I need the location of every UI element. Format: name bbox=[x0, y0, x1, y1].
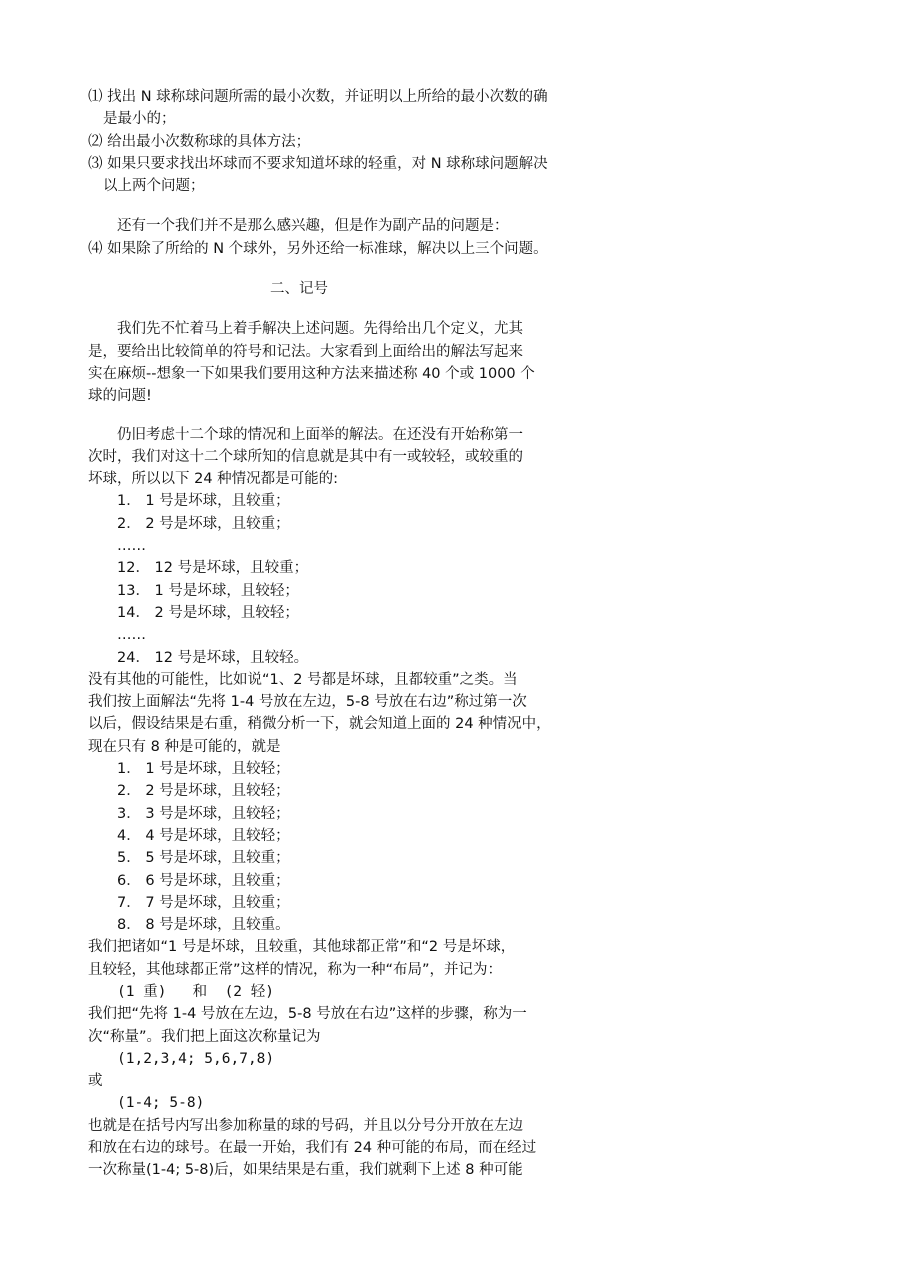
list1-item: 13． 1 号是坏球，且较轻； bbox=[117, 582, 299, 599]
para6-line: 一次称量(1-4; 5-8)后，如果结果是右重，我们就剩下上述 8 种可能 bbox=[88, 1162, 523, 1179]
list2-item: 6． 6 号是坏球，且较重； bbox=[117, 872, 290, 889]
list2-item: 8． 8 号是坏球，且较重。 bbox=[117, 917, 290, 934]
list1-ellipsis: …… bbox=[117, 627, 146, 644]
list2-item: 2． 2 号是坏球，且较轻； bbox=[117, 783, 290, 800]
para6-line: 也就是在括号内写出参加称量的球的号码，并且以分号分开放在左边 bbox=[88, 1117, 523, 1134]
list1-item: 12． 12 号是坏球，且较重； bbox=[117, 560, 309, 577]
para3-line: 以后，假设结果是右重，稍微分析一下，就会知道上面的 24 种情况中， bbox=[88, 716, 551, 733]
list1-item: 14． 2 号是坏球，且较轻； bbox=[117, 604, 299, 621]
para2-line: 次时，我们对这十二个球所知的信息就是其中有一或较轻，或较重的 bbox=[88, 448, 523, 465]
question-2: ⑵ 给出最小次数称球的具体方法； bbox=[88, 133, 311, 150]
list2-item: 4． 4 号是坏球，且较轻； bbox=[117, 827, 290, 844]
para6-line: 和放在右边的球号。在最一开始，我们有 24 种可能的布局，而在经过 bbox=[88, 1140, 537, 1157]
question-3: ⑶ 如果只要求找出坏球而不要求知道坏球的轻重，对 N 球称球问题解决 bbox=[88, 155, 548, 172]
question-1-cont: 是最小的； bbox=[103, 111, 176, 128]
extra-intro: 还有一个我们并不是那么感兴趣，但是作为副产品的问题是： bbox=[117, 218, 509, 235]
weighing-notation-short: (1-4; 5-8) bbox=[117, 1095, 205, 1112]
para1-line: 我们先不忙着马上着手解决上述问题。先得给出几个定义，尤其 bbox=[117, 321, 523, 338]
list1-item: 1． 1 号是坏球，且较重； bbox=[117, 493, 290, 510]
para2-line: 仍旧考虑十二个球的情况和上面举的解法。在还没有开始称第一 bbox=[117, 426, 523, 443]
weighing-notation: (1,2,3,4; 5,6,7,8) bbox=[117, 1050, 275, 1067]
para3-line: 没有其他的可能性，比如说“1、2 号都是坏球，且都较重”之类。当 bbox=[88, 671, 518, 688]
para1-line: 实在麻烦--想象一下如果我们要用这种方法来描述称 40 个或 1000 个 bbox=[88, 365, 535, 382]
para4-line: 我们把诸如“1 号是坏球，且较重，其他球都正常”和“2 号是坏球， bbox=[88, 939, 516, 956]
list2-item: 1． 1 号是坏球，且较轻； bbox=[117, 761, 290, 778]
list2-item: 7． 7 号是坏球，且较重； bbox=[117, 894, 290, 911]
list1-ellipsis: …… bbox=[117, 538, 146, 555]
question-3-cont: 以上两个问题； bbox=[103, 178, 205, 195]
para4-line: 且较轻，其他球都正常”这样的情况，称为一种“布局”，并记为： bbox=[88, 961, 503, 978]
or-word: 或 bbox=[88, 1073, 103, 1090]
layout-notation: (1 重) 和 (2 轻) bbox=[117, 983, 274, 1000]
para5-line: 我们把“先将 1-4 号放在左边，5-8 号放在右边”这样的步骤，称为一 bbox=[88, 1006, 527, 1023]
para5-line: 次“称量”。我们把上面这次称量记为 bbox=[88, 1028, 321, 1045]
list1-item: 2． 2 号是坏球，且较重； bbox=[117, 515, 290, 532]
section-title: 二、记号 bbox=[270, 281, 328, 298]
list2-item: 3． 3 号是坏球，且较轻； bbox=[117, 805, 290, 822]
para1-line: 是，要给出比较简单的符号和记法。大家看到上面给出的解法写起来 bbox=[88, 343, 523, 360]
para3-line: 我们按上面解法“先将 1-4 号放在左边，5-8 号放在右边”称过第一次 bbox=[88, 694, 527, 711]
para3-line: 现在只有 8 种是可能的，就是 bbox=[88, 738, 281, 755]
para1-line: 球的问题! bbox=[88, 388, 152, 405]
para2-line: 坏球，所以以下 24 种情况都是可能的: bbox=[88, 471, 339, 488]
question-1: ⑴ 找出 N 球称球问题所需的最小次数，并证明以上所给的最小次数的确 bbox=[88, 89, 548, 105]
document-page bbox=[88, 86, 568, 1182]
list1-item: 24． 12 号是坏球，且较轻。 bbox=[117, 649, 309, 666]
list2-item: 5． 5 号是坏球，且较重； bbox=[117, 850, 290, 867]
question-4: ⑷ 如果除了所给的 N 个球外，另外还给一标准球，解决以上三个问题。 bbox=[88, 240, 548, 257]
